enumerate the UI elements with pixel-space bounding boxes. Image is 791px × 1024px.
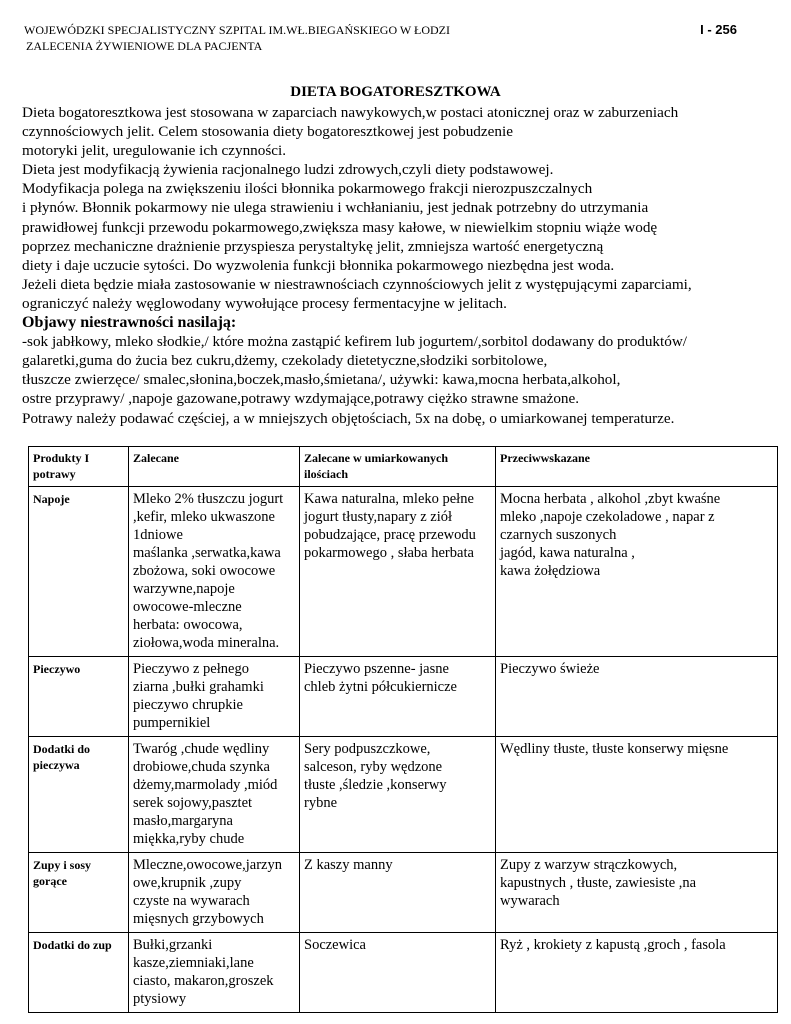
cell-line: Napoje bbox=[33, 492, 70, 506]
paragraph-line: poprzez mechaniczne drażnienie przyspiesza perystaltykę jelit, zmniejsza wartość energetyczną bbox=[22, 237, 604, 255]
cell-line: ziarna ,bułki grahamki bbox=[133, 679, 264, 695]
cell-line: gorące bbox=[33, 874, 67, 888]
cell-line: ptysiowy bbox=[133, 991, 187, 1007]
cell-line: zbożowa, soki owocowe bbox=[133, 563, 276, 579]
cell-line: Pieczywo świeże bbox=[500, 661, 600, 677]
header-text: Zalecane w umiarkowanych bbox=[304, 451, 448, 465]
header-cell-products bbox=[29, 447, 129, 487]
cell-line: Mleko 2% tłuszczu jogurt bbox=[133, 491, 284, 507]
cell-line: ziołowa,woda mineralna. bbox=[133, 635, 280, 651]
cell-line: mleko ,napoje czekoladowe , napar z bbox=[500, 509, 715, 525]
moderate-cell bbox=[300, 487, 496, 657]
contraindicated-cell bbox=[496, 853, 778, 933]
cell-line: Twaróg ,chude wędliny bbox=[133, 741, 270, 757]
cell-line: czarnych suszonych bbox=[500, 527, 617, 543]
document-body bbox=[22, 103, 782, 428]
table-row bbox=[29, 657, 778, 737]
paragraph-line: i płynów. Błonnik pokarmowy nie ulega strawieniu i wchłanianiu, jest jednak potrzebny do utrzymania bbox=[22, 199, 649, 217]
paragraph-line: ograniczyć należy węglowodany wywołujące procesy fermentacyjne w jelitach. bbox=[22, 294, 507, 312]
cell-line: Dodatki do bbox=[33, 742, 91, 756]
cell-line: Mleczne,owocowe,jarzyn bbox=[133, 857, 282, 873]
recommended-cell bbox=[129, 487, 300, 657]
recommended-cell bbox=[129, 933, 300, 1013]
table-row bbox=[29, 933, 778, 1013]
cell-line: pieczywa bbox=[33, 758, 80, 772]
cell-line: wywarach bbox=[500, 893, 560, 909]
paragraph-line: diety i daje uczucie sytości. Do wyzwolenia funkcji błonnika pokarmowego niezbędna jest woda. bbox=[22, 256, 615, 274]
header-text: Zalecane bbox=[133, 451, 179, 465]
cell-line: Sery podpuszczkowe, bbox=[304, 741, 431, 757]
symptoms-line: galaretki,guma do żucia bez cukru,dżemy, czekolady dietetyczne,słodziki sorbitolowe, bbox=[22, 352, 548, 370]
category-cell bbox=[29, 933, 129, 1013]
symptoms-line: tłuszcze zwierzęce/ smalec,słonina,boczek,masło,śmietana/, używki: kawa,mocna herbata,alkohol, bbox=[22, 371, 621, 389]
category-cell bbox=[29, 737, 129, 853]
page-title: DIETA BOGATORESZTKOWA bbox=[290, 84, 501, 100]
cell-line: salceson, ryby wędzone bbox=[304, 759, 443, 775]
cell-line: Pieczywo bbox=[33, 662, 81, 676]
table-row bbox=[29, 853, 778, 933]
header-text: ilościach bbox=[304, 467, 348, 481]
header-cell-recommended bbox=[129, 447, 300, 487]
cell-line: Z kaszy manny bbox=[304, 857, 393, 873]
cell-line: Dodatki do zup bbox=[33, 938, 112, 952]
document-code: I - 256 bbox=[700, 22, 737, 37]
cell-line: owe,krupnik ,zupy bbox=[133, 875, 242, 891]
document-subtitle: ZALECENIA ŻYWIENIOWE DLA PACJENTA bbox=[26, 39, 263, 53]
symptoms-line: ostre przyprawy/ ,napoje gazowane,potrawy wzdymające,potrawy ciężko strawne smażone. bbox=[22, 390, 580, 408]
cell-line: dżemy,marmolady ,miód bbox=[133, 777, 278, 793]
table-row bbox=[29, 487, 778, 657]
cell-line: owocowe-mleczne bbox=[133, 599, 242, 615]
paragraph-line: Jeżeli dieta będzie miała zastosowanie w niestrawnościach czynnościowych jelit z występującymi zaparciami, bbox=[22, 275, 692, 293]
symptoms-line: -sok jabłkowy, mleko słodkie,/ które można zastąpić kefirem lub jogurtem/,sorbitol dodawany do produktów/ bbox=[22, 333, 688, 351]
contraindicated-cell bbox=[496, 933, 778, 1013]
recommended-cell bbox=[129, 737, 300, 853]
paragraph-line: Modyfikacja polega na zwiększeniu ilości błonnika pokarmowego frakcji nierozpuszczalnych bbox=[22, 180, 593, 198]
cell-line: Pieczywo z pełnego bbox=[133, 661, 249, 677]
cell-line: jogurt tłusty,napary z ziół bbox=[304, 509, 453, 525]
header-cell-contraindicated bbox=[496, 447, 778, 487]
header-text: Przeciwwskazane bbox=[500, 451, 590, 465]
paragraph-line: czynnościowych jelit. Celem stosowania diety bogatoresztkowej jest pobudzenie bbox=[22, 123, 513, 141]
cell-line: Wędliny tłuste, tłuste konserwy mięsne bbox=[500, 741, 729, 757]
paragraph-line: prawidłowej funkcji przewodu pokarmowego,zwiększa masy kałowe, w niewielkim stopniu wiąże wodę bbox=[22, 218, 658, 236]
moderate-cell bbox=[300, 657, 496, 737]
cell-line: Ryż , krokiety z kapustą ,groch , fasola bbox=[500, 937, 726, 953]
paragraph-line: Dieta jest modyfikacją żywienia racjonalnego ludzi zdrowych,czyli diety podstawowej. bbox=[22, 161, 554, 179]
cell-line: Soczewica bbox=[304, 937, 366, 953]
cell-line: maślanka ,serwatka,kawa bbox=[133, 545, 281, 561]
recommended-cell bbox=[129, 853, 300, 933]
intro-paragraph bbox=[22, 103, 782, 313]
cell-line: pieczywo chrupkie bbox=[133, 697, 243, 713]
cell-line: herbata: owocowa, bbox=[133, 617, 243, 633]
cell-line: 1dniowe bbox=[133, 527, 183, 543]
cell-line: jagód, kawa naturalna , bbox=[500, 545, 635, 561]
cell-line: kawa żołędziowa bbox=[500, 563, 601, 579]
cell-line: mięsnych grzybowych bbox=[133, 911, 264, 927]
category-cell bbox=[29, 487, 129, 657]
cell-line: Zupy z warzyw strączkowych, bbox=[500, 857, 678, 873]
cell-line: pokarmowego , słaba herbata bbox=[304, 545, 474, 561]
cell-line: ,kefir, mleko ukwaszone bbox=[133, 509, 275, 525]
header-text: Produkty bbox=[33, 451, 82, 465]
paragraph-line: Dieta bogatoresztkowa jest stosowana w zaparciach nawykowych,w postaci atonicznej oraz w zaburzeniach bbox=[22, 104, 679, 121]
cell-line: drobiowe,chuda szynka bbox=[133, 759, 270, 775]
cell-line: rybne bbox=[304, 795, 338, 811]
cell-line: Pieczywo pszenne- jasne bbox=[304, 661, 449, 677]
symptoms-heading: Objawy niestrawności nasilają: bbox=[22, 314, 237, 332]
symptoms-line: Potrawy należy podawać częściej, a w mniejszych objętościach, 5x na dobę, o umiarkowanej temperaturze. bbox=[22, 409, 675, 427]
moderate-cell bbox=[300, 853, 496, 933]
header-cell-moderate bbox=[300, 447, 496, 487]
symptoms-paragraph bbox=[22, 332, 782, 427]
cell-line: tłuste ,śledzie ,konserwy bbox=[304, 777, 447, 793]
header-text: I potrawy bbox=[33, 451, 90, 481]
cell-line: kapustnych , tłuste, zawiesiste ,na bbox=[500, 875, 697, 891]
cell-line: Mocna herbata , alkohol ,zbyt kwaśne bbox=[500, 491, 721, 507]
recommended-cell bbox=[129, 657, 300, 737]
cell-line: pumpernikiel bbox=[133, 715, 211, 731]
contraindicated-cell bbox=[496, 657, 778, 737]
cell-line: Bułki,grzanki bbox=[133, 937, 213, 953]
document-header bbox=[24, 22, 744, 54]
cell-line: pobudzające, pracę przewodu bbox=[304, 527, 476, 543]
cell-line: masło,margaryna bbox=[133, 813, 233, 829]
cell-line: Kawa naturalna, mleko pełne bbox=[304, 491, 474, 507]
table-row bbox=[29, 737, 778, 853]
cell-line: czyste na wywarach bbox=[133, 893, 250, 909]
category-cell bbox=[29, 657, 129, 737]
cell-line: serek sojowy,pasztet bbox=[133, 795, 253, 811]
cell-line: kasze,ziemniaki,lane bbox=[133, 955, 254, 971]
moderate-cell bbox=[300, 933, 496, 1013]
contraindicated-cell bbox=[496, 487, 778, 657]
paragraph-line: motoryki jelit, uregulowanie ich czynności. bbox=[22, 142, 287, 160]
cell-line: warzywne,napoje bbox=[133, 581, 235, 597]
cell-line: ciasto, makaron,groszek bbox=[133, 973, 274, 989]
diet-table bbox=[28, 446, 778, 1013]
cell-line: chleb żytni półcukierniczе bbox=[304, 679, 457, 695]
contraindicated-cell bbox=[496, 737, 778, 853]
category-cell bbox=[29, 853, 129, 933]
cell-line: miękka,ryby chude bbox=[133, 831, 245, 847]
hospital-name: WOJEWÓDZKI SPECJALISTYCZNY SZPITAL IM.WŁ.BIEGAŃSKIEGO W ŁODZI bbox=[24, 23, 450, 37]
moderate-cell bbox=[300, 737, 496, 853]
table-header-row bbox=[29, 447, 778, 487]
cell-line: Zupy i sosy bbox=[33, 858, 92, 872]
